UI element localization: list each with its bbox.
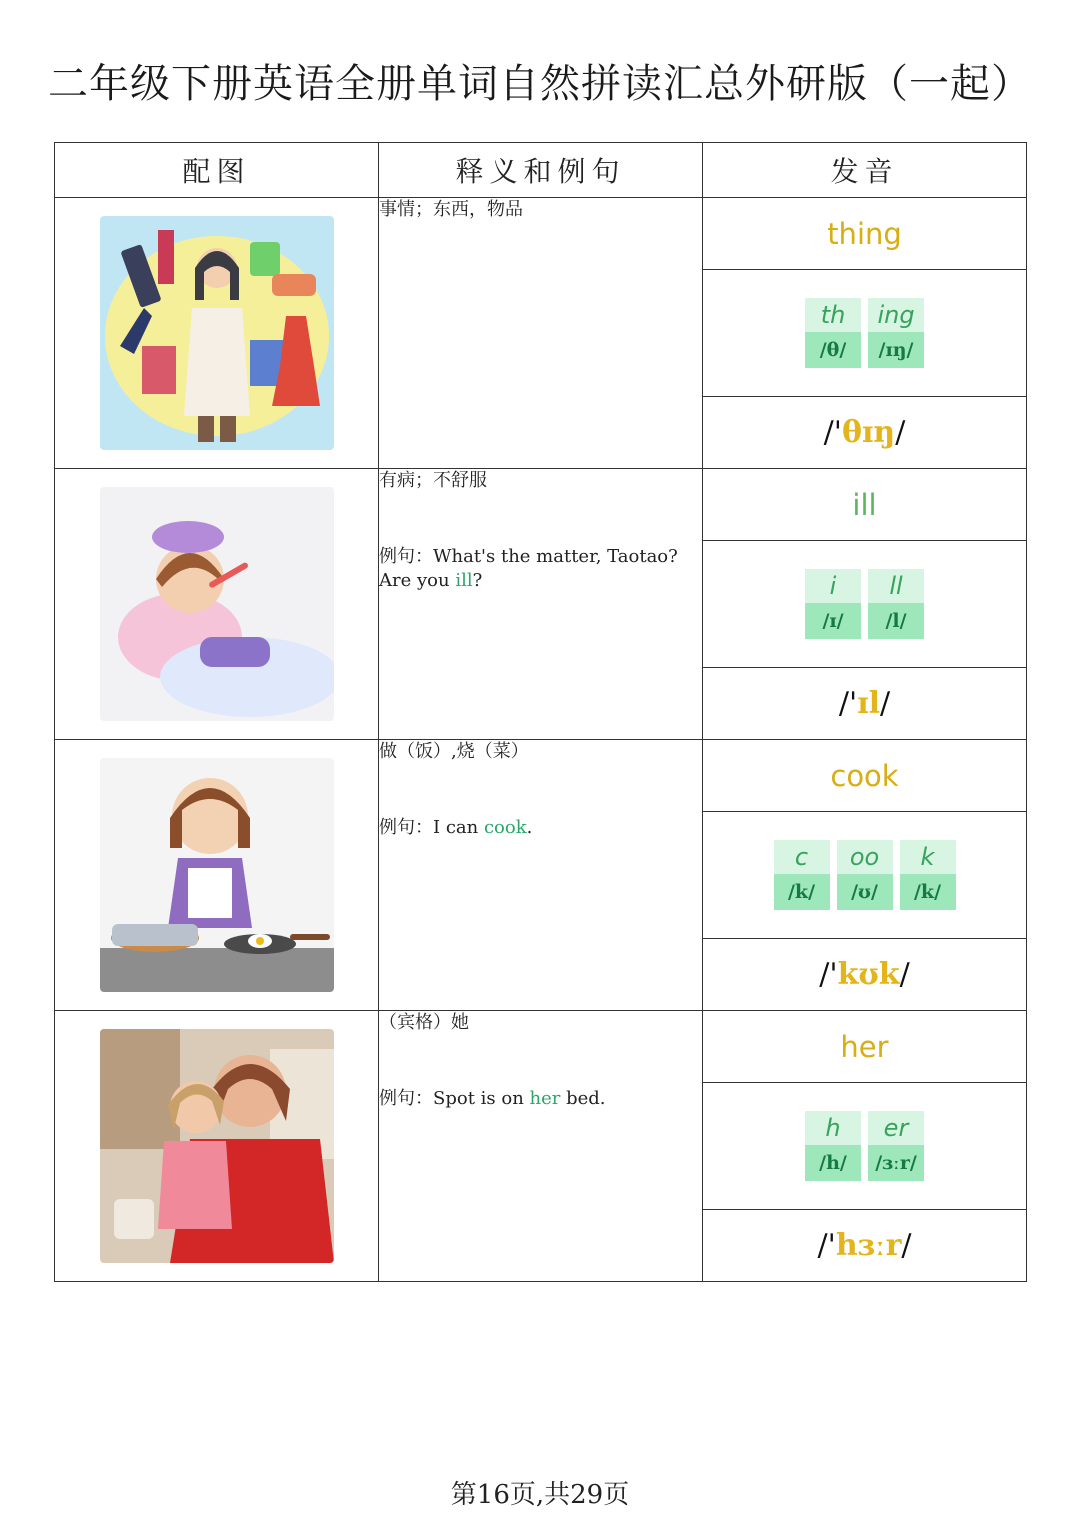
part-letters: ing: [868, 298, 924, 332]
phonics-part: [900, 840, 956, 910]
picture-cell: [55, 469, 379, 740]
header-meaning: 释义和例句: [379, 143, 703, 198]
part-sound: /k/: [774, 874, 830, 910]
part-letters: k: [900, 840, 956, 874]
meaning-text: 有病；不舒服: [379, 470, 487, 491]
table-row: [55, 198, 1027, 469]
header-sound: 发音: [703, 143, 1027, 198]
example-sentence: [379, 545, 702, 593]
part-letters: ll: [868, 569, 924, 603]
picture-cell: [55, 198, 379, 469]
ipa-transcription: [703, 939, 1026, 1010]
ipa-open: /': [823, 415, 843, 450]
meaning-cell: [379, 740, 703, 1011]
phonics-part: [805, 569, 861, 639]
example-text: 例句：What's the matter, Taotao? Are you: [379, 546, 678, 591]
part-letters: er: [868, 1111, 924, 1145]
meaning-cell: [379, 1011, 703, 1282]
word-text: cook: [830, 758, 899, 793]
vocabulary-table: [54, 142, 1027, 1282]
pronunciation-cell: [703, 740, 1027, 1011]
table-row: [55, 740, 1027, 1011]
part-sound: /ɜːr/: [868, 1145, 924, 1181]
page-number: 第16页,共29页: [450, 1480, 630, 1510]
part-letters: h: [805, 1111, 861, 1145]
pronunciation-cell: [703, 469, 1027, 740]
word-display: [703, 740, 1026, 812]
ipa-transcription: [703, 668, 1026, 739]
phonics-part: [805, 1111, 861, 1181]
ipa-close: /: [899, 957, 910, 992]
meaning-text: 做（饭）,烧（菜）: [379, 741, 529, 762]
word-display: [703, 198, 1026, 270]
ipa-core: ɪl: [857, 686, 881, 721]
word-text: ill: [852, 487, 877, 522]
phonics-parts: [703, 1083, 1026, 1210]
phonics-part: [868, 298, 924, 368]
part-sound: /k/: [900, 874, 956, 910]
word-text: thing: [827, 216, 902, 251]
part-sound: /ɪ/: [805, 603, 861, 639]
meaning-cell: [379, 198, 703, 469]
part-sound: /l/: [868, 603, 924, 639]
example-text-end: bed.: [560, 1088, 606, 1109]
example-keyword: her: [529, 1088, 561, 1109]
ipa-open: /': [819, 957, 838, 992]
part-letters: c: [774, 840, 830, 874]
phonics-part: [868, 1111, 924, 1181]
woman-hugging-girl-image: [100, 1029, 334, 1263]
phonics-part: [774, 840, 830, 910]
phonics-parts: [703, 541, 1026, 668]
example-keyword: cook: [483, 817, 527, 838]
phonics-part: [805, 298, 861, 368]
ipa-transcription: [703, 1210, 1026, 1281]
part-letters: th: [805, 298, 861, 332]
pronunciation-cell: [703, 1011, 1027, 1282]
example-text: 例句：I can: [379, 817, 484, 838]
ipa-close: /: [880, 686, 891, 721]
example-sentence: [379, 816, 702, 840]
header-picture: 配图: [55, 143, 379, 198]
ipa-open: /': [817, 1228, 836, 1263]
woman-shopping-image: [100, 216, 334, 450]
phonics-part: [837, 840, 893, 910]
part-sound: /h/: [805, 1145, 861, 1181]
document-title: 二年级下册英语全册单词自然拼读汇总外研版（一起）: [48, 61, 1032, 107]
meaning-text: 事情；东西，物品: [379, 199, 523, 220]
word-text: her: [840, 1029, 889, 1064]
ipa-core: hɜːr: [835, 1228, 902, 1263]
phonics-part: [868, 569, 924, 639]
word-display: [703, 469, 1026, 541]
ipa-core: θɪŋ: [842, 415, 896, 450]
phonics-parts: [703, 270, 1026, 397]
phonics-parts: [703, 812, 1026, 939]
example-text: 例句：Spot is on: [379, 1088, 530, 1109]
part-sound: /θ/: [805, 332, 861, 368]
ipa-transcription: [703, 397, 1026, 468]
ipa-open: /': [838, 686, 858, 721]
sick-girl-image: [100, 487, 334, 721]
meaning-cell: [379, 469, 703, 740]
part-letters: oo: [837, 840, 893, 874]
part-letters: i: [805, 569, 861, 603]
ipa-close: /: [895, 415, 906, 450]
example-text-end: .: [526, 817, 533, 838]
woman-cooking-image: [100, 758, 334, 992]
pronunciation-cell: [703, 198, 1027, 469]
table-row: [55, 469, 1027, 740]
part-sound: /ʊ/: [837, 874, 893, 910]
example-text-end: ?: [472, 570, 483, 591]
example-sentence: [379, 1087, 702, 1111]
word-display: [703, 1011, 1026, 1083]
example-keyword: ill: [455, 570, 473, 591]
meaning-text: （宾格）她: [379, 1012, 469, 1033]
picture-cell: [55, 740, 379, 1011]
part-sound: /ɪŋ/: [868, 332, 924, 368]
picture-cell: [55, 1011, 379, 1282]
table-row: [55, 1011, 1027, 1282]
ipa-core: kʊk: [837, 957, 900, 992]
table-header-row: [55, 143, 1027, 198]
ipa-close: /: [901, 1228, 912, 1263]
